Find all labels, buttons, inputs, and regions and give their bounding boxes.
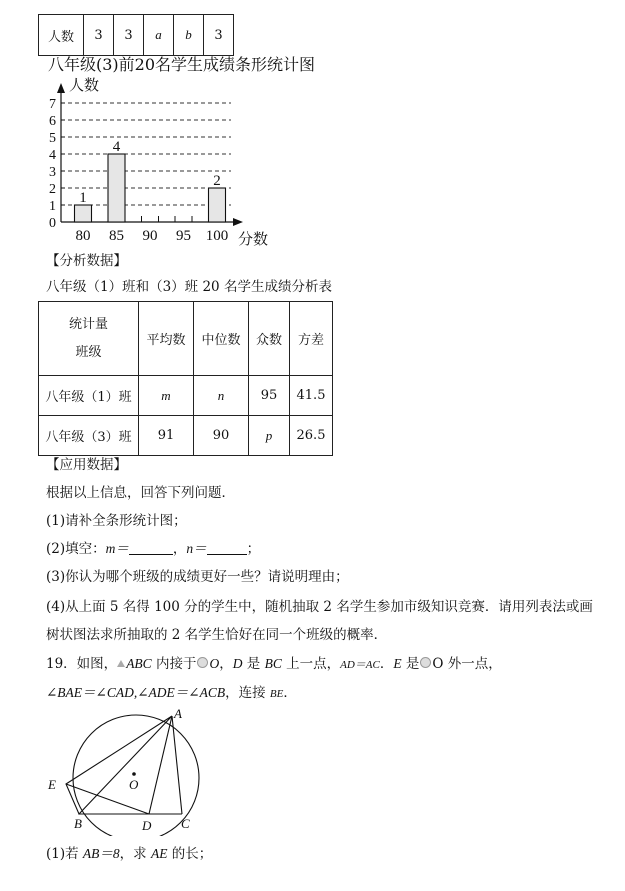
chart-title: 八年级(3)前20名学生成绩条形统计图 [48, 55, 316, 74]
text-fragment: 内接于 [151, 656, 197, 672]
data-label: 2 [213, 173, 221, 189]
table-cell: 91 [139, 416, 194, 456]
table-cell: 3 [204, 15, 234, 56]
row-label: 八年级（1）班 [39, 376, 139, 416]
column-header: 方差 [290, 302, 333, 376]
table-cell: m [139, 376, 194, 416]
table-cell: 3 [84, 15, 114, 56]
intro-text: 根据以上信息，回答下列问题． [46, 485, 235, 501]
angle-conditions: ∠BAE＝∠CAD,∠ADE＝∠ACB [46, 685, 226, 700]
row-label: 八年级（3）班 [39, 416, 139, 456]
label-e: E [48, 777, 56, 792]
table-cell: p [249, 416, 290, 456]
m-label: m＝ [105, 541, 129, 556]
x-tick-label: 100 [205, 228, 229, 244]
bar [108, 154, 125, 222]
problem-19-question-1 [46, 844, 212, 864]
table-cell: 人数 [39, 15, 84, 56]
separator: ， [172, 541, 187, 557]
text-fragment: ． [283, 685, 297, 701]
table-cell: n [194, 376, 249, 416]
table-row [39, 416, 333, 456]
segment-bc: BC [264, 656, 282, 671]
center-point [132, 772, 136, 776]
stats-table [38, 301, 333, 456]
text-fragment: O 外一点， [432, 656, 502, 672]
question-4-line-2: 树状图法求所抽取的 2 名学生恰好在同一个班级的概率． [46, 627, 388, 643]
x-axis-arrow [233, 218, 243, 226]
section-heading-analyze: 【分析数据】 [46, 253, 127, 269]
triangle-icon [117, 660, 125, 667]
corner-label-bottom: 班级 [75, 344, 102, 360]
circle-name: O [209, 656, 220, 671]
data-label: 4 [112, 139, 121, 155]
y-tick-label: 4 [49, 148, 56, 163]
circle-icon [420, 657, 431, 668]
table-title: 八年级（1）班和（3）班 20 名学生成绩分析表 [46, 279, 332, 295]
segment-ae: AE [150, 846, 168, 861]
n-label: n＝ [186, 541, 207, 556]
corner-label-top: 统计量 [68, 316, 108, 332]
label-b: B [74, 816, 82, 831]
x-tick-label: 95 [176, 228, 191, 244]
bar-chart [28, 76, 288, 248]
n-answer-blank[interactable] [207, 540, 247, 555]
bar [209, 188, 226, 222]
problem-19-line-1 [46, 654, 502, 675]
point-e: E [393, 656, 402, 671]
table-cell: 3 [114, 15, 144, 56]
y-axis-arrow [57, 83, 65, 93]
x-axis-title: 分数 [238, 232, 269, 248]
circle-icon [197, 657, 208, 668]
table-cell: b [174, 15, 204, 56]
y-axis-title: 人数 [69, 78, 100, 94]
table-cell: 26.5 [290, 416, 333, 456]
table-cell: 41.5 [290, 376, 333, 416]
text-fragment: ， [219, 656, 233, 672]
question-2-prefix: (2)填空： [46, 541, 106, 557]
y-tick-label: 2 [49, 182, 56, 197]
text-fragment: 的长； [167, 846, 213, 862]
m-answer-blank[interactable] [129, 540, 173, 555]
y-tick-label: 3 [49, 165, 56, 180]
equation-ab: AB＝8 [82, 846, 120, 861]
section-heading-apply: 【应用数据】 [46, 457, 127, 473]
label-c: C [181, 816, 190, 831]
column-header: 众数 [249, 302, 290, 376]
column-header: 中位数 [194, 302, 249, 376]
question-1: (1)请补全条形统计图； [46, 513, 187, 529]
y-tick-label: 0 [49, 216, 56, 231]
text-fragment: ，求 [119, 846, 151, 862]
question-2 [46, 539, 260, 559]
problem-19-line-2 [46, 683, 297, 704]
question-3: (3)你认为哪个班级的成绩更好一些？请说明理由； [46, 569, 349, 585]
table-cell: 95 [249, 376, 290, 416]
table-row [39, 376, 333, 416]
text-fragment: 上一点， [281, 656, 341, 672]
y-tick-label: 1 [49, 199, 56, 214]
triangle-name: ABC [126, 656, 152, 671]
corner-cell [39, 302, 139, 376]
equation-ad-ac: AD＝AC [340, 659, 380, 671]
table-cell: 90 [194, 416, 249, 456]
point-d: D [232, 656, 243, 671]
x-tick-label: 80 [75, 228, 91, 244]
text-fragment: 是 [242, 656, 265, 672]
geometry-figure [40, 706, 210, 836]
column-header: 平均数 [139, 302, 194, 376]
text-fragment: ． [379, 656, 394, 672]
bar [75, 205, 92, 222]
table-cell: a [144, 15, 174, 56]
label-o: O [129, 777, 139, 792]
text-fragment: (1)若 [46, 846, 83, 862]
frequency-table [38, 14, 234, 56]
y-tick-label: 5 [49, 131, 56, 146]
question-4-line-1: (4)从上面 5 名得 100 分的学生中，随机抽取 2 名学生参加市级知识竞赛．请用列表法或画 [46, 599, 593, 615]
text-fragment: ，连接 [225, 685, 270, 701]
label-d: D [142, 818, 152, 833]
label-a: A [174, 706, 182, 721]
segment-ad [149, 716, 172, 814]
x-tick-label: 85 [109, 228, 124, 244]
y-tick-label: 6 [49, 114, 56, 129]
problem-number: 19．如图， [46, 656, 118, 672]
table-row [39, 15, 234, 56]
question-2-end: ； [246, 541, 261, 557]
y-tick-label: 7 [49, 97, 56, 112]
data-label: 1 [79, 190, 87, 206]
table-header-row [39, 302, 333, 376]
triangle-abe [66, 716, 172, 814]
text-fragment: 是 [401, 656, 420, 672]
x-tick-label: 90 [142, 228, 158, 244]
segment-be: BE [269, 688, 284, 700]
